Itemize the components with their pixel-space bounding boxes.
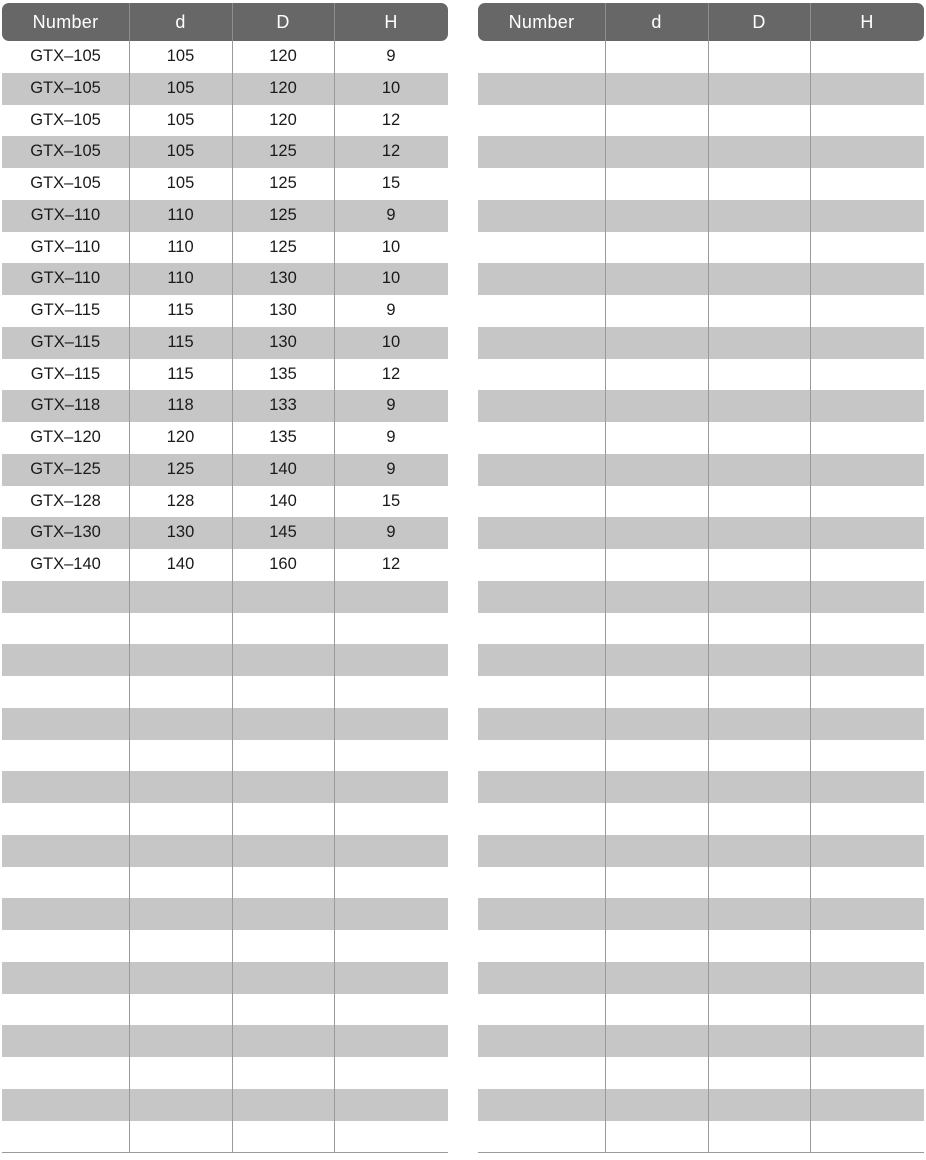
d-cell: 110 [167, 269, 194, 288]
d-column-header: d [175, 12, 186, 32]
table-row [478, 867, 924, 899]
table-row [2, 105, 448, 137]
big-d-cell: 125 [269, 237, 297, 256]
h-cell: 9 [386, 459, 396, 478]
header-separator [334, 3, 335, 41]
table-row [2, 1025, 448, 1057]
table-row [2, 644, 448, 676]
d-cell: 105 [166, 142, 195, 161]
table-row [2, 930, 448, 962]
d-cell: 115 [167, 364, 194, 383]
part-number-cell: GTX–105 [30, 174, 101, 192]
table-row [478, 1025, 924, 1057]
table-row [2, 327, 448, 359]
table-row [2, 581, 448, 613]
table-row [2, 835, 448, 867]
d-cell: 118 [167, 396, 194, 415]
h-cell: 12 [381, 555, 401, 573]
table-row [2, 232, 448, 264]
table-row [2, 803, 448, 835]
h-cell: 12 [381, 364, 401, 383]
table-row [2, 771, 448, 803]
part-number-cell: GTX–130 [30, 523, 101, 542]
table-row [2, 200, 448, 232]
table-row [478, 41, 924, 73]
header-separator [810, 3, 811, 41]
d-cell: 115 [167, 332, 194, 351]
h-cell: 9 [386, 523, 396, 542]
part-number-cell: GTX–115 [30, 301, 101, 319]
table-row [478, 327, 924, 359]
part-number-cell: GTX–118 [30, 396, 101, 415]
table-row [2, 359, 448, 391]
big-d-cell: 135 [269, 428, 297, 446]
table-row [2, 549, 448, 581]
big-d-cell: 140 [269, 491, 297, 510]
big-d-cell: 125 [269, 142, 297, 161]
table-row [2, 708, 448, 740]
d-column-header: d [651, 12, 662, 32]
d-cell: 105 [166, 47, 195, 65]
table-row [478, 136, 924, 168]
h-cell: 15 [381, 491, 401, 510]
d-cell: 120 [166, 428, 195, 446]
table-row [2, 517, 448, 549]
table-row [478, 73, 924, 105]
table-row [478, 1089, 924, 1121]
h-cell: 9 [386, 301, 396, 319]
d-cell: 105 [166, 110, 195, 129]
column-divider [334, 41, 335, 1152]
h-cell: 10 [381, 78, 401, 97]
big-d-cell: 140 [269, 459, 297, 478]
table-row [478, 898, 924, 930]
table-row [2, 898, 448, 930]
big-d-cell: 125 [269, 174, 297, 192]
d-cell: 115 [167, 301, 194, 319]
h-column-header: H [860, 12, 874, 32]
part-number-cell: GTX–115 [30, 332, 101, 351]
table-row [478, 454, 924, 486]
table-header [2, 3, 448, 41]
h-column-header: H [384, 12, 398, 32]
column-divider [708, 41, 709, 1152]
table-row [478, 168, 924, 200]
table-row [478, 359, 924, 391]
h-cell: 10 [381, 332, 401, 351]
part-number-cell: GTX–105 [30, 78, 101, 97]
table-row [478, 835, 924, 867]
d-cell: 130 [166, 523, 195, 542]
column-divider [605, 41, 606, 1152]
h-cell: 9 [386, 205, 396, 224]
table-bottom-rule [478, 1152, 924, 1153]
table-row [478, 232, 924, 264]
big-d-cell: 160 [269, 555, 297, 573]
table-row [2, 1057, 448, 1089]
right-table [478, 3, 924, 1154]
d-cell: 125 [166, 459, 195, 478]
table-row [478, 390, 924, 422]
table-row [2, 73, 448, 105]
table-row [2, 613, 448, 645]
h-cell: 9 [386, 428, 396, 446]
table-row [2, 422, 448, 454]
d-cell: 105 [166, 78, 195, 97]
big-d-cell: 130 [269, 332, 297, 351]
table-row [478, 771, 924, 803]
big-d-cell: 120 [269, 47, 297, 65]
big-d-cell: 120 [269, 78, 297, 97]
column-divider [810, 41, 811, 1152]
table-row [478, 263, 924, 295]
table-row [478, 962, 924, 994]
table-row [478, 803, 924, 835]
part-number-cell: GTX–105 [30, 110, 101, 129]
table-row [478, 200, 924, 232]
h-cell: 12 [381, 142, 401, 161]
table-row [478, 930, 924, 962]
table-row [478, 708, 924, 740]
part-number-cell: GTX–110 [30, 269, 101, 288]
part-number-cell: GTX–110 [30, 205, 101, 224]
d-cell: 110 [167, 237, 194, 256]
table-row [478, 422, 924, 454]
left-table [2, 3, 448, 1154]
h-cell: 9 [386, 47, 396, 65]
table-row [2, 486, 448, 518]
part-number-cell: GTX–120 [30, 428, 101, 446]
table-row [2, 676, 448, 708]
table-row [2, 740, 448, 772]
table-row [478, 486, 924, 518]
number-column-header: Number [32, 12, 99, 32]
part-number-cell: GTX–115 [30, 364, 101, 383]
header-separator [232, 3, 233, 41]
part-number-cell: GTX–105 [30, 142, 101, 161]
h-cell: 12 [381, 110, 401, 129]
table-row [478, 740, 924, 772]
table-row [2, 168, 448, 200]
part-number-cell: GTX–140 [30, 555, 101, 573]
table-row [478, 105, 924, 137]
table-row [478, 1057, 924, 1089]
h-cell: 15 [381, 174, 401, 192]
d-cell: 110 [167, 205, 194, 224]
part-number-cell: GTX–110 [30, 237, 101, 256]
big-d-cell: 130 [269, 269, 297, 288]
table-row [2, 994, 448, 1026]
table-row [2, 454, 448, 486]
header-separator [708, 3, 709, 41]
big-d-cell: 120 [269, 110, 297, 129]
d-cell: 140 [166, 555, 195, 573]
table-bottom-rule [2, 1152, 448, 1153]
table-row [478, 517, 924, 549]
h-cell: 10 [381, 237, 401, 256]
table-row [2, 1121, 448, 1153]
column-divider [129, 41, 130, 1152]
table-row [478, 581, 924, 613]
d-cell: 128 [166, 491, 195, 510]
table-row [2, 41, 448, 73]
table-row [478, 644, 924, 676]
table-row [478, 613, 924, 645]
big-d-cell: 133 [269, 396, 297, 415]
table-row [2, 867, 448, 899]
table-row [2, 263, 448, 295]
big-d-cell: 130 [269, 301, 297, 319]
table-row [2, 295, 448, 327]
table-row [2, 962, 448, 994]
h-cell: 10 [381, 269, 401, 288]
big-d-column-header: D [276, 12, 290, 32]
part-number-cell: GTX–125 [30, 459, 101, 478]
table-row [2, 1089, 448, 1121]
table-header [478, 3, 924, 41]
big-d-cell: 145 [269, 523, 297, 542]
column-divider [232, 41, 233, 1152]
big-d-cell: 125 [269, 205, 297, 224]
big-d-column-header: D [752, 12, 766, 32]
table-row [478, 676, 924, 708]
table-row [478, 994, 924, 1026]
d-cell: 105 [166, 174, 195, 192]
big-d-cell: 135 [269, 364, 297, 383]
table-row [478, 1121, 924, 1153]
h-cell: 9 [386, 396, 396, 415]
part-number-cell: GTX–105 [30, 47, 101, 65]
header-separator [129, 3, 130, 41]
table-row [478, 295, 924, 327]
header-separator [605, 3, 606, 41]
number-column-header: Number [508, 12, 575, 32]
table-row [478, 549, 924, 581]
part-number-cell: GTX–128 [30, 491, 101, 510]
table-row [2, 136, 448, 168]
table-row [2, 390, 448, 422]
